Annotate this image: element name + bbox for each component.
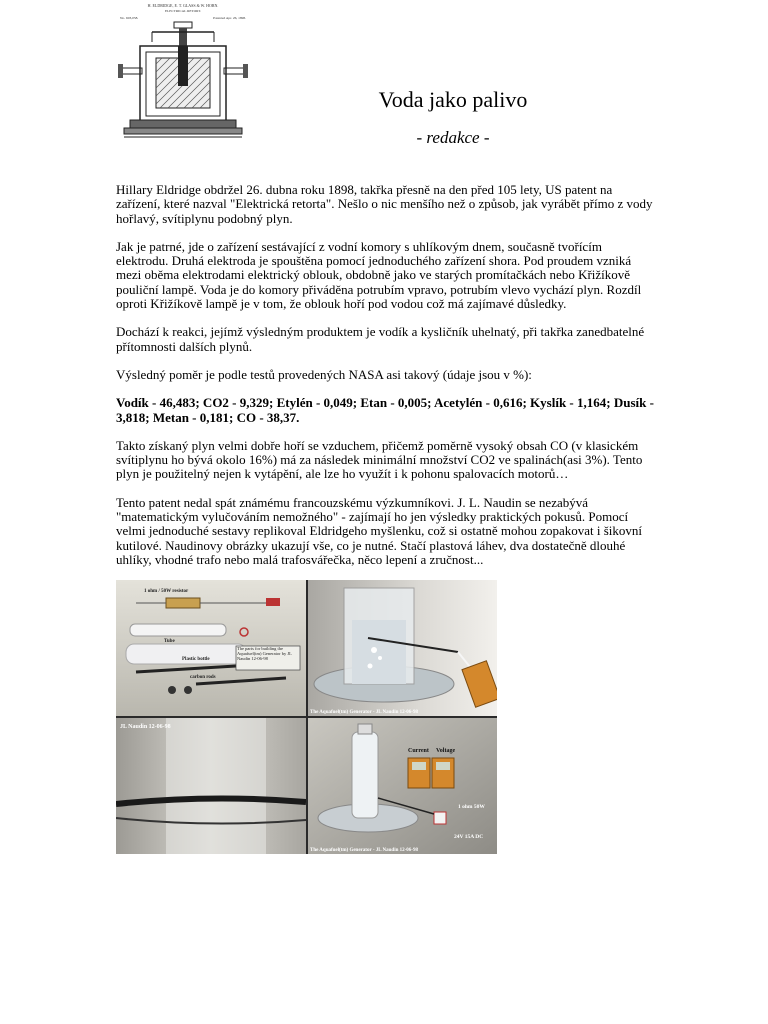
photo-caption-top-right: The Aquafuel(tm) Generator - JL Naudin 12-06-98 [310,710,418,715]
patent-header-text: H. ELDRIDGE, E. T. GLASS & W. HORN. [147,3,219,8]
photo-closeup [116,718,306,854]
photo-caption-bottom-right: The Aquafuel(tm) Generator - JL Naudin 12-06-98 [310,848,418,853]
parts-caption-box: The parts for building the Aquafuel(tm) Generator by JL Naudin 12-06-98 [237,646,292,661]
paragraph: Hillary Eldridge obdržel 26. dubna roku 1898, takřka přesně na den před 105 lety, US patent na zařízení, které nazval "Elektrická retorta". Nešlo o nic menšího než o způsob, jak vyrábět přímo z vody hořlavý, svítiplynu podobný plyn. [116,182,653,226]
photo-generator-glass [308,580,497,716]
paragraph: Výsledný poměr je podle testů provedených NASA asi takový (údaje jsou v %): [116,366,532,382]
label-current: Current [408,748,429,754]
page-title: Voda jako palivo [378,87,528,112]
label-ohm-resistor: 1 ohm 50W [458,804,485,810]
patent-number-text: No. 603,058. [120,16,139,20]
label-resistor: 1 ohm / 50W resistor [144,589,189,594]
label-tube: Tube [164,639,175,644]
patent-subheader-text: ELECTRICAL RETORT. [164,9,202,13]
paragraph: Takto získaný plyn velmi dobře hoří se vzduchem, přičemž poměrně vysoký obsah CO (v klasickém svítiplynu ho bývá okolo 16%) má za následek minimální množství CO2 ve spalinách(asi 3%). Tento plyn je použitelný nejen k vytápění, ale lze ho využít i k pohonu spalovacích motorů… [116,437,643,482]
label-voltage: Voltage [436,748,456,754]
photo-generator-meters [308,718,497,854]
paragraph: Tento patent nedal spát známému francouzskému výzkumníkovi. J. L. Naudin se nezabývá "matematickým vylučováním nemožného" - zajímají ho jen výsledky praktických pokusů. Pomocí velmi jednoduché sestavy replikoval Eldridgeho myšlenku, což si ostatně mohou zopakovat i šikovní kutilové. Naudinovy obrázky ukazují vše, co je nutné. Stačí plastová láhev, dva dostatečně dlouhé uhlíky, vhodné trafo nebo malá trafosvářečka, něco lepení a zručnost... [116,494,643,567]
label-naudin-date: JL Naudin 12-06-98 [120,724,171,730]
patent-drawing [116,2,250,140]
photo-parts [116,580,306,716]
label-carbon-rods: carbon rods [190,675,216,680]
paragraph: Dochází k reakci, jejímž výsledným produktem je vodík a kysličník uhelnatý, při takřka zanedbatelné přítomnosti dalších plynů. [116,324,645,354]
paragraph: Jak je patrné, jde o zařízení sestávající z vodní komory s uhlíkovým dnem, současně tvořícím elektrodu. Druhá elektroda je spouštěna pomocí jednoduchého zařízení shora. Pod proudem vzniká mezi oběma elektrodami elektrický oblouk, obdobně jako ve starých promítačkách nebo Křižíkově pouliční lampě. Voda je do komory přiváděna potrubím vpravo, potrubím vlevo vychází plyn. Rozdíl oproti Křižíkově lampě je v tom, že oblouk hoří pod vodou což má zajímavé důsledky. [116,238,642,312]
label-plastic-bottle: Plastic bottle [182,657,210,662]
gas-composition-paragraph: Vodík - 46,483; CO2 - 9,329; Etylén - 0,049; Etan - 0,005; Acetylén - 0,616; Kyslík - 1,164; Dusík - 3,818; Metan - 0,181; CO - 38,37. [116,395,654,425]
byline: - redakce - [416,128,490,147]
article-body [116,183,656,581]
patent-date-text: Patented Apr. 26, 1898. [213,16,246,20]
label-power-supply: 24V 15A DC [454,834,484,840]
experiment-photo-collage [116,580,497,854]
